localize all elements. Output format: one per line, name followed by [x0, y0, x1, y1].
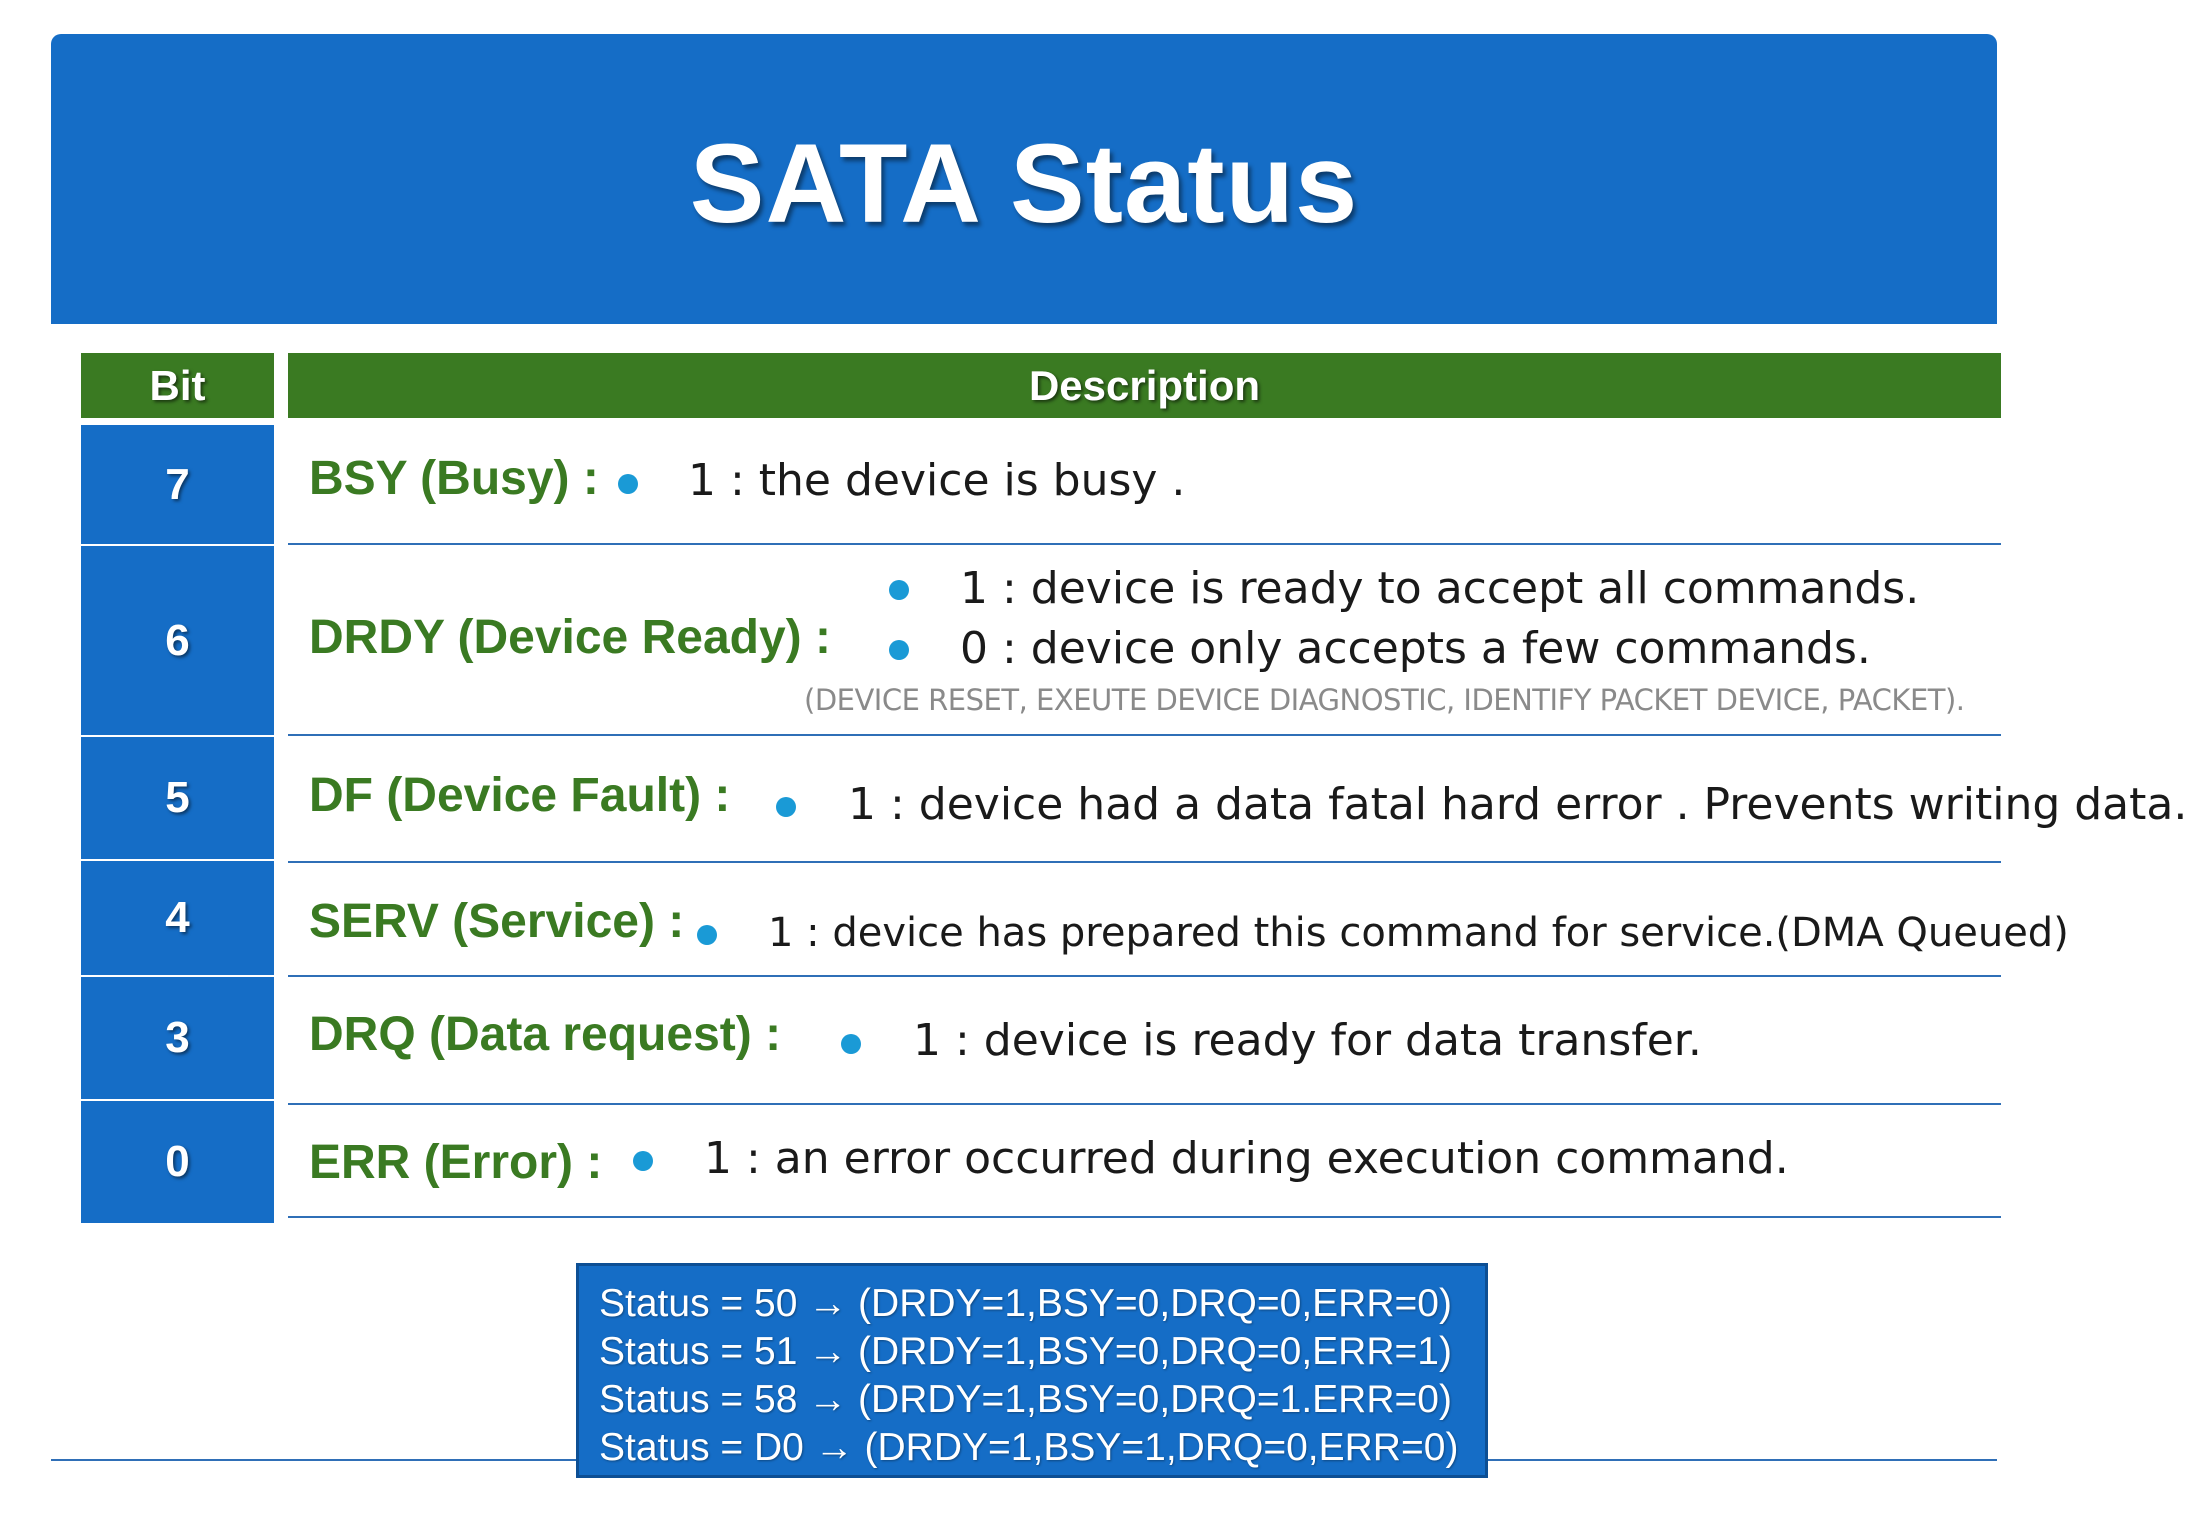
field-serv: SERV (Service) :	[309, 895, 685, 948]
status-example-d0: Status = D0 → (DRDY=1,BSY=1,DRQ=0,ERR=0)	[599, 1426, 1459, 1469]
status-example-51: Status = 51 → (DRDY=1,BSY=0,DRQ=0,ERR=1)	[599, 1330, 1452, 1373]
description-drdy-1: 1 : device is ready to accept all commands.	[960, 563, 1920, 614]
row-divider	[288, 1103, 2001, 1105]
column-header-bit: Bit	[81, 353, 274, 418]
description-bsy-1: 1 : the device is busy .	[688, 455, 1186, 506]
status-example-58: Status = 58 → (DRDY=1,BSY=0,DRQ=1.ERR=0)	[599, 1378, 1452, 1421]
bit-cell-4: 4	[81, 861, 274, 975]
page-title: SATA Status	[689, 121, 1359, 246]
bit-cell-6: 6	[81, 546, 274, 735]
row-divider	[288, 543, 2001, 545]
description-err-1: 1 : an error occurred during execution command.	[704, 1133, 1789, 1184]
row-divider	[288, 861, 2001, 863]
field-drq: DRQ (Data request) :	[309, 1008, 782, 1061]
bullet-dot-icon	[697, 925, 717, 945]
bit-cell-5: 5	[81, 737, 274, 859]
row-divider	[288, 1216, 2001, 1218]
description-drq-1: 1 : device is ready for data transfer.	[913, 1015, 1702, 1066]
bullet-dot-icon	[889, 580, 909, 600]
bit-cell-7: 7	[81, 425, 274, 544]
field-bsy: BSY (Busy) :	[309, 452, 599, 505]
row-divider	[288, 975, 2001, 977]
bullet-dot-icon	[633, 1151, 653, 1171]
status-examples-box	[576, 1263, 1488, 1478]
description-df-1: 1 : device had a data fatal hard error . Prevents writing data.	[848, 779, 2187, 830]
bullet-dot-icon	[889, 640, 909, 660]
status-example-50: Status = 50 → (DRDY=1,BSY=0,DRQ=0,ERR=0)	[599, 1282, 1452, 1325]
bit-cell-3: 3	[81, 977, 274, 1099]
row-divider	[288, 734, 2001, 736]
description-drdy-note: (DEVICE RESET, EXEUTE DEVICE DIAGNOSTIC, IDENTIFY PACKET DEVICE, PACKET).	[804, 683, 1965, 717]
field-drdy: DRDY (Device Ready) :	[309, 611, 831, 664]
bullet-dot-icon	[776, 797, 796, 817]
bullet-dot-icon	[618, 474, 638, 494]
field-df: DF (Device Fault) :	[309, 769, 731, 822]
bullet-dot-icon	[841, 1034, 861, 1054]
field-err: ERR (Error) :	[309, 1136, 603, 1189]
description-drdy-2: 0 : device only accepts a few commands.	[960, 623, 1871, 674]
column-header-description: Description	[288, 353, 2001, 418]
bit-cell-0: 0	[81, 1101, 274, 1223]
description-serv-1: 1 : device has prepared this command for service.(DMA Queued)	[768, 910, 2069, 956]
